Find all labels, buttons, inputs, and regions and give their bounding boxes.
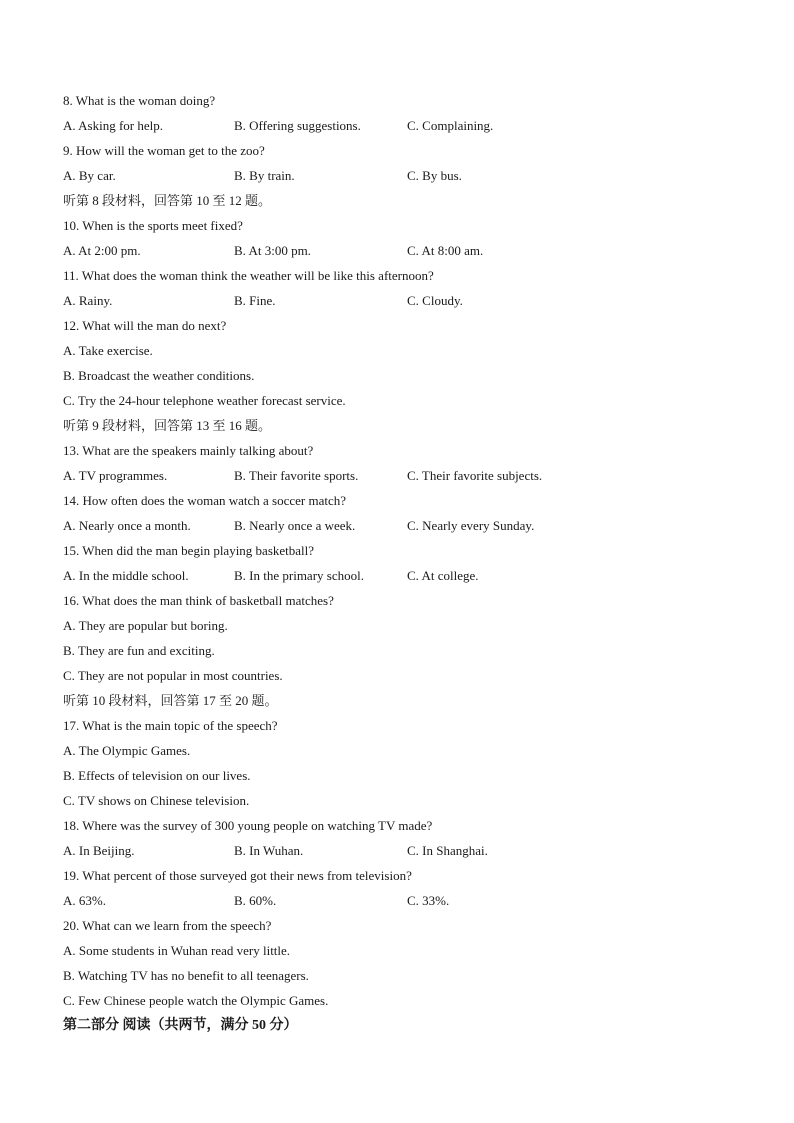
answer-options-row	[63, 463, 743, 488]
listening-instruction: 听第 8 段材料，回答第 10 至 12 题。	[63, 193, 272, 208]
answer-option-c: C. 33%.	[407, 893, 450, 908]
listening-instruction: 听第 9 段材料，回答第 13 至 16 题。	[63, 418, 272, 433]
question-line: C. Few Chinese people watch the Olympic Games.	[63, 993, 329, 1008]
question-line: B. Effects of television on our lives.	[63, 768, 251, 783]
question-line: 15. When did the man begin playing basketball?	[63, 543, 315, 558]
question-line: 8. What is the woman doing?	[63, 93, 216, 108]
question-line: A. The Olympic Games.	[63, 743, 191, 758]
question-line: B. Watching TV has no benefit to all teenagers.	[63, 968, 309, 983]
answer-option-c: C. Cloudy.	[407, 293, 463, 308]
question-line: 16. What does the man think of basketball matches?	[63, 593, 334, 608]
question-line: 9. How will the woman get to the zoo?	[63, 143, 265, 158]
answer-option-a: A. In Beijing.	[63, 843, 135, 858]
answer-option-a: A. Asking for help.	[63, 118, 164, 133]
answer-option-a: A. By car.	[63, 168, 116, 183]
answer-option-b: B. By train.	[234, 168, 295, 183]
question-line: 11. What does the woman think the weather will be like this afternoon?	[63, 268, 434, 283]
answer-option-c: C. Nearly every Sunday.	[407, 518, 535, 533]
answer-option-b: B. 60%.	[234, 893, 277, 908]
section-title: 第二部分 阅读（共两节，满分 50 分）	[63, 1018, 298, 1033]
question-line: 17. What is the main topic of the speech?	[63, 718, 278, 733]
answer-options-row	[63, 238, 743, 263]
question-line: 14. How often does the woman watch a soccer match?	[63, 493, 347, 508]
question-line: 19. What percent of those surveyed got their news from television?	[63, 868, 412, 883]
answer-options-row	[63, 513, 743, 538]
answer-option-a: A. In the middle school.	[63, 568, 189, 583]
answer-option-a: A. 63%.	[63, 893, 106, 908]
question-line: B. They are fun and exciting.	[63, 643, 215, 658]
question-line: 20. What can we learn from the speech?	[63, 918, 272, 933]
question-line: B. Broadcast the weather conditions.	[63, 368, 255, 383]
question-line: 10. When is the sports meet fixed?	[63, 218, 243, 233]
answer-option-c: C. At 8:00 am.	[407, 243, 484, 258]
answer-options-row	[63, 888, 743, 913]
answer-option-a: A. TV programmes.	[63, 468, 168, 483]
question-line: C. TV shows on Chinese television.	[63, 793, 250, 808]
question-line: 12. What will the man do next?	[63, 318, 227, 333]
question-line: 13. What are the speakers mainly talking about?	[63, 443, 314, 458]
answer-option-b: B. At 3:00 pm.	[234, 243, 311, 258]
answer-option-a: A. Nearly once a month.	[63, 518, 191, 533]
answer-options-row	[63, 163, 743, 188]
question-line: C. Try the 24-hour telephone weather forecast service.	[63, 393, 346, 408]
listening-instruction: 听第 10 段材料，回答第 17 至 20 题。	[63, 693, 278, 708]
question-line: A. Some students in Wuhan read very little.	[63, 943, 291, 958]
question-line: A. Take exercise.	[63, 343, 153, 358]
answer-option-a: A. Rainy.	[63, 293, 113, 308]
answer-option-c: C. By bus.	[407, 168, 462, 183]
answer-option-a: A. At 2:00 pm.	[63, 243, 141, 258]
answer-options-row	[63, 563, 743, 588]
answer-option-c: C. Their favorite subjects.	[407, 468, 543, 483]
answer-option-b: B. In the primary school.	[234, 568, 364, 583]
answer-option-b: B. Nearly once a week.	[234, 518, 356, 533]
answer-option-b: B. In Wuhan.	[234, 843, 304, 858]
answer-options-row	[63, 838, 743, 863]
question-line: 18. Where was the survey of 300 young people on watching TV made?	[63, 818, 433, 833]
answer-option-b: B. Fine.	[234, 293, 276, 308]
answer-option-c: C. In Shanghai.	[407, 843, 488, 858]
answer-options-row	[63, 113, 743, 138]
exam-page	[63, 88, 743, 1039]
answer-option-b: B. Offering suggestions.	[234, 118, 361, 133]
answer-option-c: C. At college.	[407, 568, 479, 583]
question-line: C. They are not popular in most countries.	[63, 668, 283, 683]
answer-option-c: C. Complaining.	[407, 118, 494, 133]
answer-option-b: B. Their favorite sports.	[234, 468, 359, 483]
question-line: A. They are popular but boring.	[63, 618, 228, 633]
answer-options-row	[63, 288, 743, 313]
